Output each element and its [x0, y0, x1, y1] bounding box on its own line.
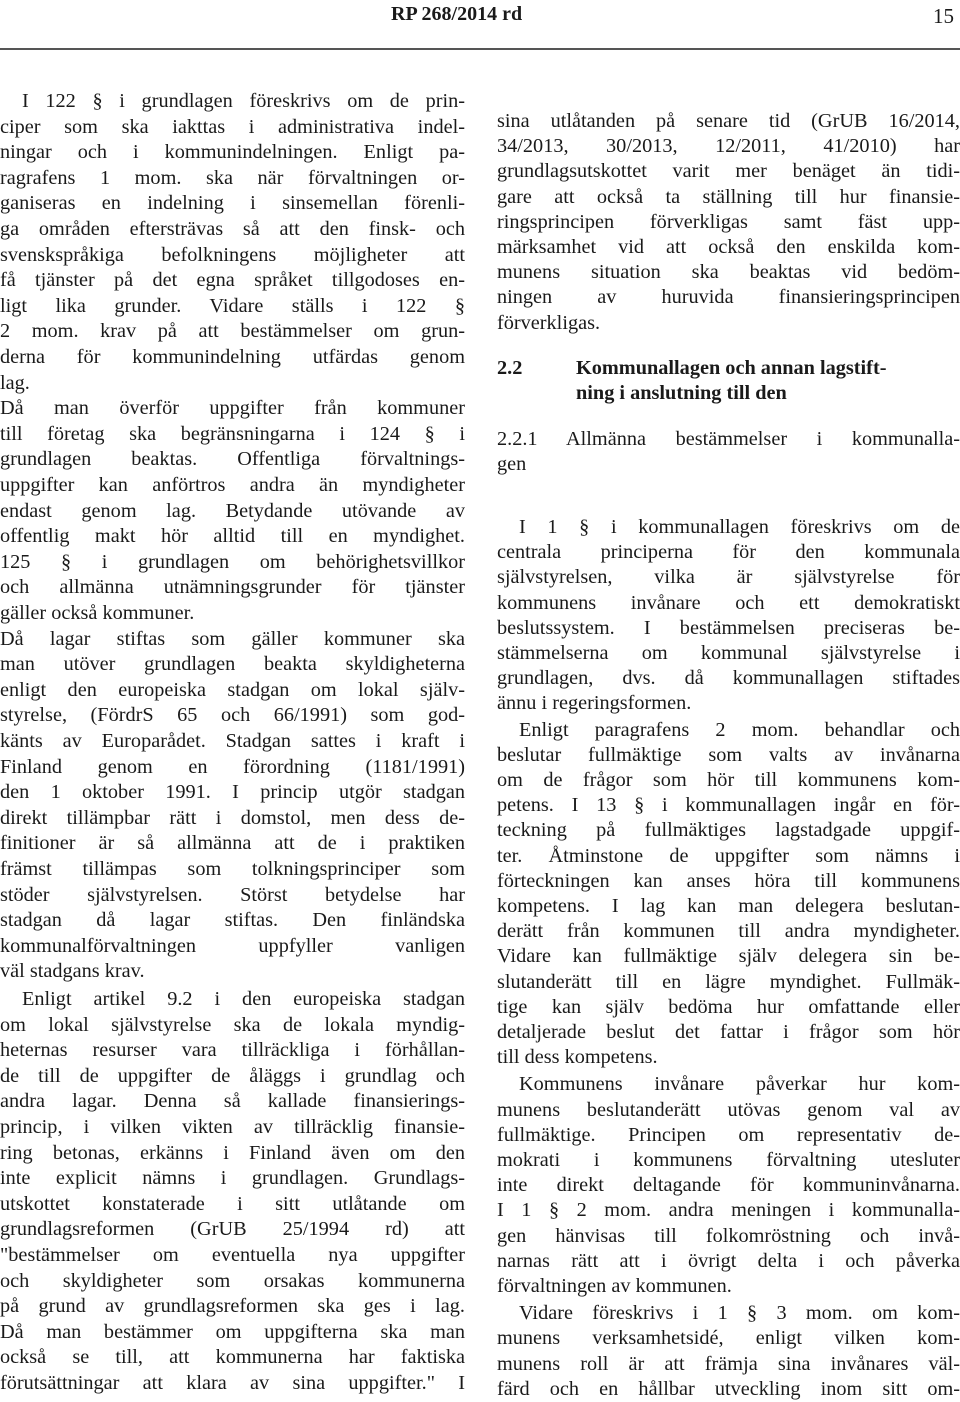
text-line: Finland genom en förordning (1181/1991): [0, 755, 465, 778]
text-line: I 1 § i kommunallagen föreskrivs om de: [519, 516, 960, 538]
text-line: få tjänster på det egna språket tillgodoses en-: [0, 269, 465, 292]
text-line: I 1 § 2 mom. andra meningen i kommunalla-: [497, 1199, 960, 1222]
text-line: tige kan själv bedöma hur omfattande eller: [497, 995, 960, 1018]
text-line: Vidare föreskrivs i 1 § 3 mom. om kom-: [519, 1302, 960, 1325]
text-line: I 122 § i grundlagen föreskrivs om de prin-: [22, 90, 465, 112]
text-line: beslutssystem. I bestämmelsen preciseras be-: [497, 616, 960, 639]
text-line: ring betonas, erkänns i Finland även om den: [0, 1141, 465, 1164]
text-line: sina utlåtanden på senare tid (GrUB 16/2014,: [497, 110, 960, 132]
text-line: självstyrelsen, vilka är självstyrelse för: [497, 566, 960, 589]
text-line: kommunalförvaltningen uppfyller vanligen: [0, 934, 465, 957]
text-line: stöder självstyrelsen. Störst betydelse har: [0, 883, 465, 906]
text-line: petens. I 13 § i kommunallagen ingår en för-: [497, 794, 960, 817]
text-line: Vidare kan fullmäktige själv delegera sin be-: [497, 945, 960, 968]
text-line: inte direkt deltagande för kommuninvånarna.: [497, 1174, 960, 1197]
text-line: förutsättningar att klara av sina uppgifter." I: [0, 1372, 465, 1394]
text-line: centrala principerna för den kommunala: [497, 541, 960, 564]
text-line: ter. Åtminstone de uppgifter som nämns i: [497, 844, 960, 867]
text-line: munens verksamhetsidé, enligt vilken kom-: [497, 1327, 960, 1350]
text-line: 125 § i grundlagen om behörighetsvillkor: [0, 550, 465, 573]
text-line: munens beslutanderätt utövas genom val av: [497, 1098, 960, 1121]
text-line: Kommunens invånare påverkar hur kom-: [519, 1073, 960, 1096]
section-heading-line: Kommunallagen och annan lagstift-: [576, 357, 887, 379]
text-line: färd och en hållbar utveckling inom sitt om-: [497, 1377, 960, 1400]
text-line: uppgifter kan anförtros andra än myndigheter: [0, 474, 465, 496]
text-line: väl stadgans krav.: [0, 960, 145, 983]
text-line: fullmäktige. Principen om representativ de-: [497, 1123, 960, 1146]
text-line: narnas rätt att i övrigt delta i och påverka: [497, 1249, 960, 1272]
text-line: inte explicit nämns i grundlagen. Grundlags-: [0, 1167, 465, 1190]
text-line: derna för kommunindelning utfärdas genom: [0, 346, 465, 368]
text-line: Enligt artikel 9.2 i den europeiska stadgan: [22, 988, 465, 1010]
text-line: stämmelserna om kommunal självstyrelse i: [497, 642, 960, 664]
text-line: "bestämmelser om eventuella nya uppgifter: [0, 1244, 465, 1266]
text-line: svenskspråkiga befolkningens möjligheter att: [0, 243, 465, 266]
page-header: [0, 0, 960, 60]
text-line: känts av Europarådet. Stadgan sattes i kraft i: [0, 730, 465, 752]
section-heading-number: 2.2: [497, 357, 523, 379]
text-line: ännu i regeringsformen.: [497, 692, 692, 715]
text-line: märksamhet vid att också den enskilda kom-: [497, 236, 960, 258]
text-line: och allmänna utnämningsgrunder för tjänster: [0, 576, 465, 599]
text-line: grundlagsreformen (GrUB 25/1994 rd) att: [0, 1218, 465, 1241]
text-line: också se till, att kommunerna har faktiska: [0, 1346, 465, 1369]
text-line: munens situation ska beaktas vid bedöm-: [497, 261, 960, 284]
section-heading-line: ning i anslutning till den: [576, 382, 787, 404]
text-line: grundlagen beaktas. Offentliga förvaltnings-: [0, 448, 465, 471]
text-line: endast genom lag. Betydande utövande av: [0, 499, 465, 522]
text-line: heternas resurser vara tillräckliga i förhållan-: [0, 1039, 465, 1062]
text-line: 2 mom. krav på att bestämmelser om grun-: [0, 320, 465, 343]
text-line: den 1 oktober 1991. I princip utgör stadgan: [0, 781, 465, 804]
text-line: direkt tillämpbar rätt i domstol, men dess de-: [0, 806, 465, 829]
text-line: detaljerade beslut det fattar i frågor som hör: [497, 1021, 960, 1043]
text-line: gare att också ta ställning till hur finansie-: [497, 185, 960, 208]
text-line: teckning på fullmäktiges lagstadgade uppgif-: [497, 819, 960, 842]
text-line: ningen av huruvida finansieringsprincipen: [497, 286, 960, 309]
text-line: förvaltningen av kommunen.: [497, 1275, 732, 1297]
text-line: främst tillämpas som tolkningsprinciper som: [0, 858, 465, 880]
text-line: på grund av grundlagsreformen ska ges i lag.: [0, 1295, 465, 1318]
page-number: 15: [933, 4, 954, 28]
text-line: till dess kompetens.: [497, 1046, 658, 1069]
text-line: man utöver grundlagen beakta skyldigheterna: [0, 653, 465, 676]
text-line: princip, i vilken vikten av tillräcklig finansie-: [0, 1116, 465, 1138]
text-line: ragrafens 1 mom. ska när förvaltningen or-: [0, 166, 465, 189]
text-line: utskottet konstaterade i sitt utlåtande om: [0, 1192, 465, 1215]
text-line: ganiseras en indelning i sinsemellan förenli-: [0, 192, 465, 215]
text-line: kompetens. I lag kan man delegera beslutan-: [497, 895, 960, 917]
text-line: ningar och i kommunindelningen. Enligt pa-: [0, 141, 465, 164]
text-line: finitioner är så allmänna att de i praktiken: [0, 832, 465, 855]
text-line: enligt den europeiska stadgan om lokal själv-: [0, 678, 465, 701]
text-line: styrelse, (FördrS 65 och 66/1991) som god-: [0, 704, 465, 727]
text-line: slutanderätt till en lägre myndighet. Fullmäk-: [497, 970, 960, 993]
text-line: om lokal självstyrelse ska de lokala myndig-: [0, 1013, 465, 1036]
text-line: Då man bestämmer om uppgifterna ska man: [0, 1320, 465, 1343]
text-line: munens roll är att främja sina invånares väl-: [497, 1352, 960, 1375]
text-line: lag.: [0, 371, 30, 394]
document-id: RP 268/2014 rd: [391, 3, 523, 25]
text-line: ligt lika grunder. Vidare ställs i 122 §: [0, 294, 465, 317]
text-line: Enligt paragrafens 2 mom. behandlar och: [519, 718, 960, 741]
text-line: gen hänvisas till folkomröstning och invå-: [497, 1224, 960, 1247]
subsection-heading-line: 2.2.1 Allmänna bestämmelser i kommunalla-: [497, 428, 960, 450]
text-line: andra lagar. Denna så kallade finansierings-: [0, 1090, 465, 1113]
text-line: grundlagsutskottet varit mer benäget än tidi-: [497, 160, 960, 183]
text-line: ringsprincipen förverkligas samt fäst upp-: [497, 210, 960, 233]
text-line: förverkligas.: [497, 311, 601, 334]
text-line: ciper som ska iakttas i administrativa indel-: [0, 115, 465, 138]
header-rule: [0, 48, 960, 50]
text-line: grundlagen, dvs. då kommunallagen stiftades: [497, 667, 960, 690]
text-line: ga områden eftersträvas så att den finsk- och: [0, 218, 465, 240]
text-line: beslutar fullmäktige som valts av invånarna: [497, 743, 960, 766]
text-line: om de frågor som hör till kommunens kom-: [497, 769, 960, 791]
text-line: förteckningen kan anses höra till kommunens: [497, 869, 960, 892]
text-line: stadgan då lagar stiftas. Den finländska: [0, 909, 465, 932]
text-line: offentlig makt hör alltid till en myndighet.: [0, 525, 465, 548]
text-line: till företag ska begränsningarna i 124 § i: [0, 422, 465, 445]
text-line: 34/2013, 30/2013, 12/2011, 41/2010) har: [497, 135, 960, 158]
text-line: gäller också kommuner.: [0, 602, 195, 624]
text-line: och skyldigheter som orsakas kommunerna: [0, 1269, 465, 1292]
text-line: Då lagar stiftas som gäller kommuner ska: [0, 627, 465, 650]
text-line: Då man överför uppgifter från kommuner: [0, 397, 465, 420]
subsection-heading-line: gen: [497, 453, 527, 475]
text-line: de till de uppgifter de åläggs i grundlag och: [0, 1064, 465, 1087]
text-line: derätt från kommunen till andra myndigheter.: [497, 920, 960, 943]
text-line: mokrati i kommunens förvaltning utesluter: [497, 1149, 960, 1171]
text-line: kommunens invånare och ett demokratiskt: [497, 591, 960, 614]
